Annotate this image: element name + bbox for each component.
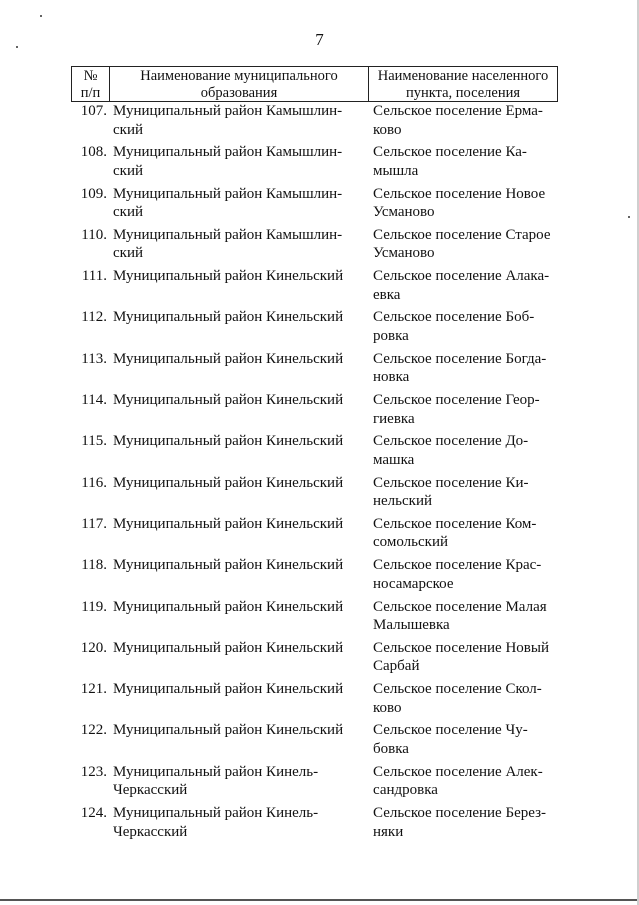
table-row <box>71 598 558 639</box>
municipality-cell: Муниципальный район Кинельский <box>113 639 344 656</box>
row-number: 113. <box>81 350 107 367</box>
municipality-cell: Муниципальный район Камышлин- ский <box>113 103 343 138</box>
municipality-cell: Муниципальный район Кинельский <box>113 598 344 615</box>
header-settlement: Наименование населенного пункта, поселения <box>377 68 549 101</box>
municipality-cell: Муниципальный район Камышлин- ский <box>113 226 343 262</box>
row-number: 123. <box>80 763 107 780</box>
row-number: 115. <box>81 433 107 450</box>
settlement-cell: Сельское поселение Богда- новка <box>373 350 547 386</box>
municipality-cell: Муниципальный район Камышлин- ский <box>113 144 343 179</box>
municipality-cell: Муниципальный район Кинельский <box>113 433 344 450</box>
row-number: 114. <box>81 392 107 409</box>
row-number: 112. <box>81 309 107 326</box>
municipality-cell: Муниципальный район Кинельский <box>113 350 344 367</box>
row-number: 107. <box>80 103 107 119</box>
row-number: 117. <box>81 515 107 532</box>
settlement-cell: Сельское поселение Крас- носамарское <box>373 557 542 592</box>
row-number: 122. <box>80 722 107 739</box>
header-number: № п/п <box>72 67 110 101</box>
header-municipality: Наименование муниципального образования <box>110 67 369 101</box>
settlement-cell: Сельское поселение До- машка <box>373 433 529 468</box>
settlements-table <box>71 66 558 845</box>
table-row <box>71 308 558 349</box>
row-number: 110. <box>81 226 107 243</box>
table-row <box>71 556 558 597</box>
table-row <box>71 721 558 762</box>
municipality-cell: Муниципальный район Камышлин- ский <box>113 185 343 221</box>
table-row <box>71 763 558 804</box>
row-number: 124. <box>80 805 107 822</box>
row-number: 120. <box>80 639 107 656</box>
table-row <box>71 391 558 432</box>
row-number: 119. <box>81 598 107 615</box>
table-row <box>71 639 558 680</box>
municipality-cell: Муниципальный район Кинельский <box>113 392 344 409</box>
table-row <box>71 474 558 515</box>
table-header <box>71 66 558 102</box>
municipality-cell: Муниципальный район Кинель- Черкасский <box>113 763 319 799</box>
settlement-cell: Сельское поселение Ерма- ково <box>373 103 543 138</box>
settlement-cell: Сельское поселение Малая Малышевка <box>373 598 547 634</box>
table-row <box>71 804 558 845</box>
row-number: 121. <box>80 681 107 698</box>
municipality-cell: Муниципальный район Кинельский <box>113 309 344 326</box>
row-number: 116. <box>81 474 107 491</box>
settlement-cell: Сельское поселение Новый Сарбай <box>373 639 549 675</box>
municipality-cell: Муниципальный район Кинельский <box>113 515 344 532</box>
settlement-cell: Сельское поселение Ки- нельский <box>373 474 529 510</box>
settlement-cell: Сельское поселение Скол- ково <box>373 681 542 716</box>
municipality-cell: Муниципальный район Кинель- Черкасский <box>113 805 319 840</box>
table-row <box>71 350 558 391</box>
settlement-cell: Сельское поселение Старое Усманово <box>373 226 551 262</box>
table-row <box>71 432 558 473</box>
settlement-cell: Сельское поселение Алака- евка <box>373 268 550 303</box>
row-number: 111. <box>81 268 107 285</box>
municipality-cell: Муниципальный район Кинельский <box>113 722 344 739</box>
settlement-cell: Сельское поселение Ка- мышла <box>373 144 527 179</box>
row-number: 118. <box>81 557 107 574</box>
municipality-cell: Муниципальный район Кинельский <box>113 681 344 698</box>
municipality-cell: Муниципальный район Кинельский <box>113 557 344 574</box>
settlement-cell: Сельское поселение Боб- ровка <box>373 309 535 344</box>
row-number: 108. <box>80 144 107 161</box>
row-number: 109. <box>80 185 107 202</box>
settlement-cell: Сельское поселение Берез- няки <box>373 805 546 840</box>
table-row <box>71 515 558 556</box>
table-row <box>71 267 558 308</box>
settlement-cell: Сельское поселение Чу- бовка <box>373 722 528 757</box>
settlement-cell: Сельское поселение Геор- гиевка <box>373 392 540 427</box>
settlement-cell: Сельское поселение Алек- сандровка <box>373 763 543 799</box>
scan-speck <box>40 15 42 17</box>
settlement-cell: Сельское поселение Ком- сомольский <box>373 515 537 551</box>
scan-bottom-edge <box>0 899 639 901</box>
scan-speck <box>628 216 630 218</box>
page-number: 7 <box>315 30 324 49</box>
table-row <box>71 143 558 184</box>
table-row <box>71 680 558 721</box>
municipality-cell: Муниципальный район Кинельский <box>113 474 344 491</box>
table-row <box>71 185 558 226</box>
municipality-cell: Муниципальный район Кинельский <box>113 268 344 285</box>
table-body <box>71 102 558 845</box>
table-row <box>71 102 558 143</box>
settlement-cell: Сельское поселение Новое Усманово <box>373 185 546 221</box>
table-row <box>71 226 558 267</box>
